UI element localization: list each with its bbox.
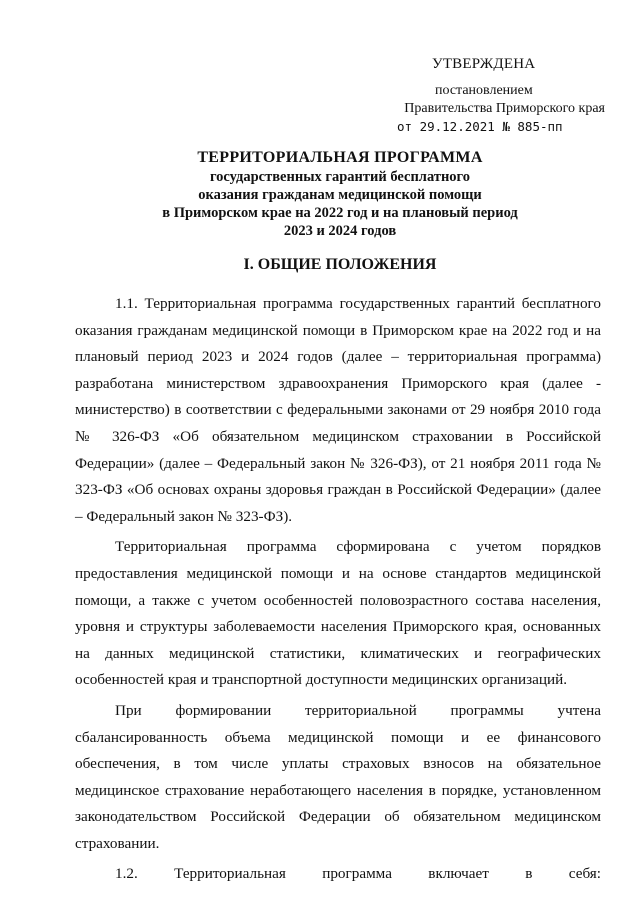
title-line-1: ТЕРРИТОРИАЛЬНАЯ ПРОГРАММА bbox=[197, 149, 483, 166]
title-line-5: 2023 и 2024 годов bbox=[283, 223, 397, 239]
title-line-4: в Приморском крае на 2022 год и на плановый период bbox=[162, 205, 518, 221]
section-heading: I. ОБЩИЕ ПОЛОЖЕНИЯ bbox=[243, 256, 437, 273]
approval-date-number-stamp: от 29.12.2021 № 885-пп bbox=[397, 119, 563, 134]
title-line-3: оказания гражданам медицинской помощи bbox=[198, 187, 482, 203]
approval-line-government: Правительства Приморского края bbox=[404, 101, 605, 116]
title-line-2: государственных гарантий бесплатного bbox=[209, 169, 471, 185]
document-title bbox=[60, 148, 620, 240]
paragraph: Территориальная программа сформирована с учетом порядков предоставления медицинской помощи и на основе стандартов медицинской помощи, а также с учетом особенностей половозрастного состава населения, уровня и структуры заболеваемости населения Приморского края, основанных на данных медицинской статистики, климатических и географических особенностей края и транспортной доступности медицинских организаций. bbox=[75, 538, 601, 689]
approval-heading: УТВЕРЖДЕНА bbox=[432, 56, 536, 72]
document-body bbox=[75, 291, 601, 888]
paragraph: 1.2. Территориальная программа включает в себя: bbox=[115, 865, 601, 883]
approval-line-resolution: постановлением bbox=[435, 83, 533, 98]
approval-block bbox=[375, 55, 605, 136]
paragraph: 1.1. Территориальная программа государственных гарантий бесплатного оказания гражданам медицинской помощи в Приморском крае на 2022 год и на плановый период 2023 и 2024 годов (далее – территориальная программа) разработана министерством здравоохранения Приморского края (далее - министерство) в соответствии с федеральными законами от 29 ноября 2010 года № 326-ФЗ «Об обязательном медицинском страховании в Российской Федерации» (далее – Федеральный закон № 326-ФЗ), от 21 ноября 2011 года № 323-ФЗ «Об основах охраны здоровья граждан в Российской Федерации» (далее – Федеральный закон № 323-ФЗ). bbox=[75, 295, 601, 525]
paragraph: При формировании территориальной программы учтена сбалансированность объема медицинской помощи и ее финансового обеспечения, в том числе уплаты страховых взносов на обязательное медицинское страхование неработающего населения в порядке, установленном законодательством Российской Федерации об обязательном медицинском страховании. bbox=[75, 701, 601, 852]
